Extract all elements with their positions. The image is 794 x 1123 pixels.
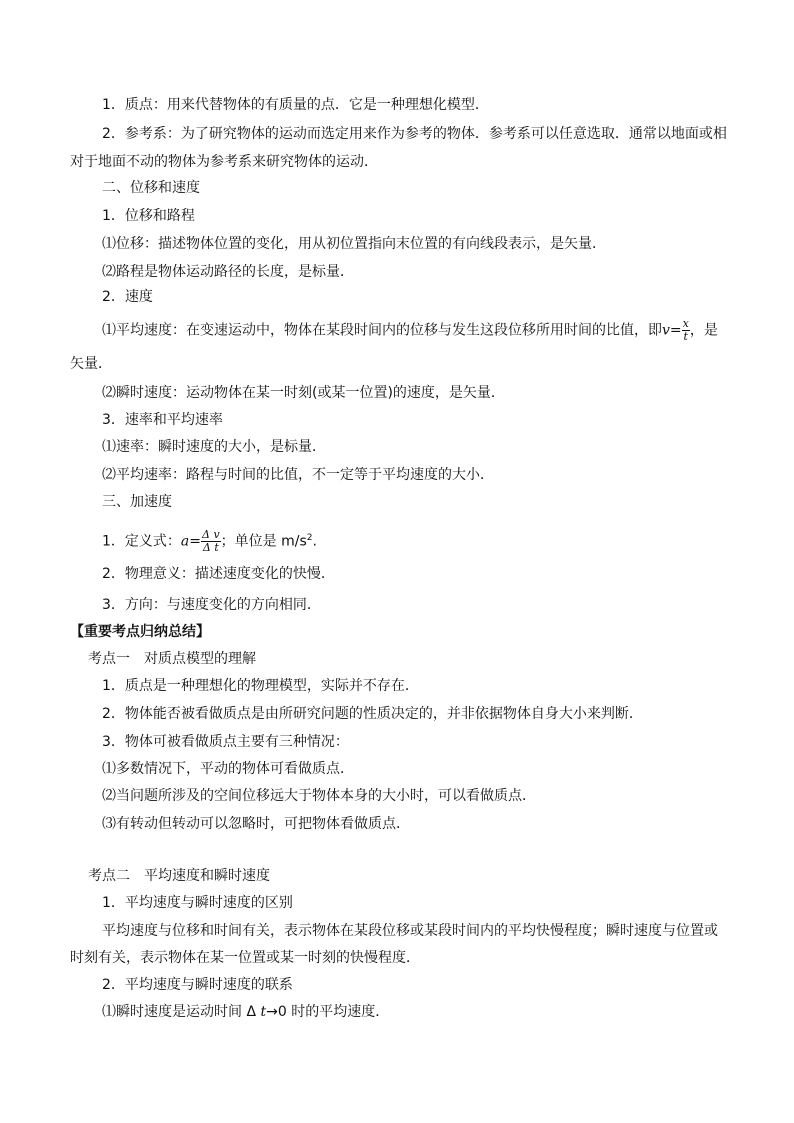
- text-line-case-3: ⑶有转动但转动可以忽略时，可把物体看做质点．: [102, 816, 410, 832]
- period: .: [312, 533, 317, 550]
- unit-exponent: 2: [306, 533, 313, 543]
- text-line-physical-meaning: 2．物理意义：描述速度变化的快慢．: [102, 566, 335, 582]
- text-line-instantaneous-velocity: ⑵瞬时速度：运动物体在某一时刻(或某一位置)的速度，是矢量．: [102, 385, 505, 401]
- text-line-average-speed: ⑵平均速率：路程与时间的比值，不一定等于平均速度的大小．: [102, 467, 494, 483]
- acceleration-symbol: a: [180, 533, 190, 550]
- equals-sign: =: [669, 322, 682, 339]
- time-symbol: t: [260, 1004, 267, 1020]
- section-heading-acceleration: 三、加速度: [102, 494, 172, 510]
- fraction-numerator: Δ v: [202, 528, 220, 542]
- velocity-symbol: v: [662, 322, 670, 339]
- definition-label: 1．定义式：: [102, 533, 181, 550]
- text-line-difference-heading: 1．平均速度与瞬时速度的区别: [102, 895, 293, 911]
- text-line-difference-body-cont: 时刻有关，表示物体在某一位置或某一时刻的快慢程度．: [70, 950, 420, 966]
- unit-text: ；单位是 m/s: [220, 533, 307, 550]
- text-line-difference-body: 平均速度与位移和时间有关，表示物体在某段位移或某段时间内的平均快慢程度；瞬时速度与位置或: [102, 923, 718, 939]
- text-line-speed-average-speed: 3．速率和平均速率: [102, 412, 223, 428]
- text-line-vector: 矢量．: [70, 356, 112, 372]
- text-line-displacement-path: 1．位移和路程: [102, 208, 195, 224]
- relation-tail: →0 时的平均速度．: [266, 1004, 390, 1020]
- text-line-acceleration-definition: [102, 528, 317, 554]
- text-line-speed: ⑴速率：瞬时速度的大小，是标量．: [102, 439, 326, 455]
- fraction-denominator: t: [683, 330, 688, 343]
- text-line-direction: 3．方向：与速度变化的方向相同．: [102, 597, 321, 613]
- text-line-reference-frame: 2．参考系：为了研究物体的运动而选定用来作为参考的物体．参考系可以任意选取．通常以地面或相: [102, 126, 727, 142]
- text-line-relation-heading: 2．平均速度与瞬时速度的联系: [102, 977, 293, 993]
- average-velocity-text: ⑴平均速度：在变速运动中，物体在某段时间内的位移与发生这段位移所用时间的比值，即: [102, 322, 662, 339]
- subheading-point-two: 考点二 平均速度和瞬时速度: [88, 868, 270, 884]
- text-line-average-velocity: [102, 318, 718, 343]
- section-heading-key-points: 【重要考点归纳总结】: [70, 624, 210, 640]
- text-line-point-one-2: 2．物体能否被看做质点是由所研究问题的性质决定的，并非依据物体自身大小来判断．: [102, 706, 643, 722]
- text-line-point-one-1: 1．质点是一种理想化的物理模型，实际并不存在．: [102, 678, 419, 694]
- subheading-point-one: 考点一 对质点模型的理解: [88, 651, 256, 667]
- text-line-point-one-3: 3．物体可被看做质点主要有三种情况：: [102, 734, 349, 750]
- average-velocity-tail: ，是: [689, 322, 718, 339]
- text-line-displacement: ⑴位移：描述物体位置的变化，用从初位置指向末位置的有向线段表示，是矢量．: [102, 236, 606, 252]
- fraction-dv-over-dt: [201, 529, 221, 554]
- text-line-case-2: ⑵当问题所涉及的空间位移远大于物体本身的大小时，可以看做质点．: [102, 788, 536, 804]
- relation-text: ⑴瞬时速度是运动时间 Δ: [102, 1004, 261, 1020]
- text-line-path: ⑵路程是物体运动路径的长度，是标量．: [102, 264, 354, 280]
- fraction-numerator: x: [682, 317, 689, 330]
- section-heading-displacement-velocity: 二、位移和速度: [102, 180, 200, 196]
- equals-sign: =: [189, 533, 202, 550]
- fraction-x-over-t: [682, 318, 690, 343]
- text-line-reference-frame-cont: 对于地面不动的物体为参考系来研究物体的运动．: [70, 154, 378, 170]
- text-line-relation-1: [102, 1002, 389, 1022]
- text-line-velocity: 2．速度: [102, 289, 153, 305]
- text-line-mass-point: 1．质点：用来代替物体的有质量的点．它是一种理想化模型．: [102, 97, 489, 113]
- text-line-case-1: ⑴多数情况下，平动的物体可看做质点．: [102, 761, 354, 777]
- fraction-denominator: Δ t: [202, 541, 219, 555]
